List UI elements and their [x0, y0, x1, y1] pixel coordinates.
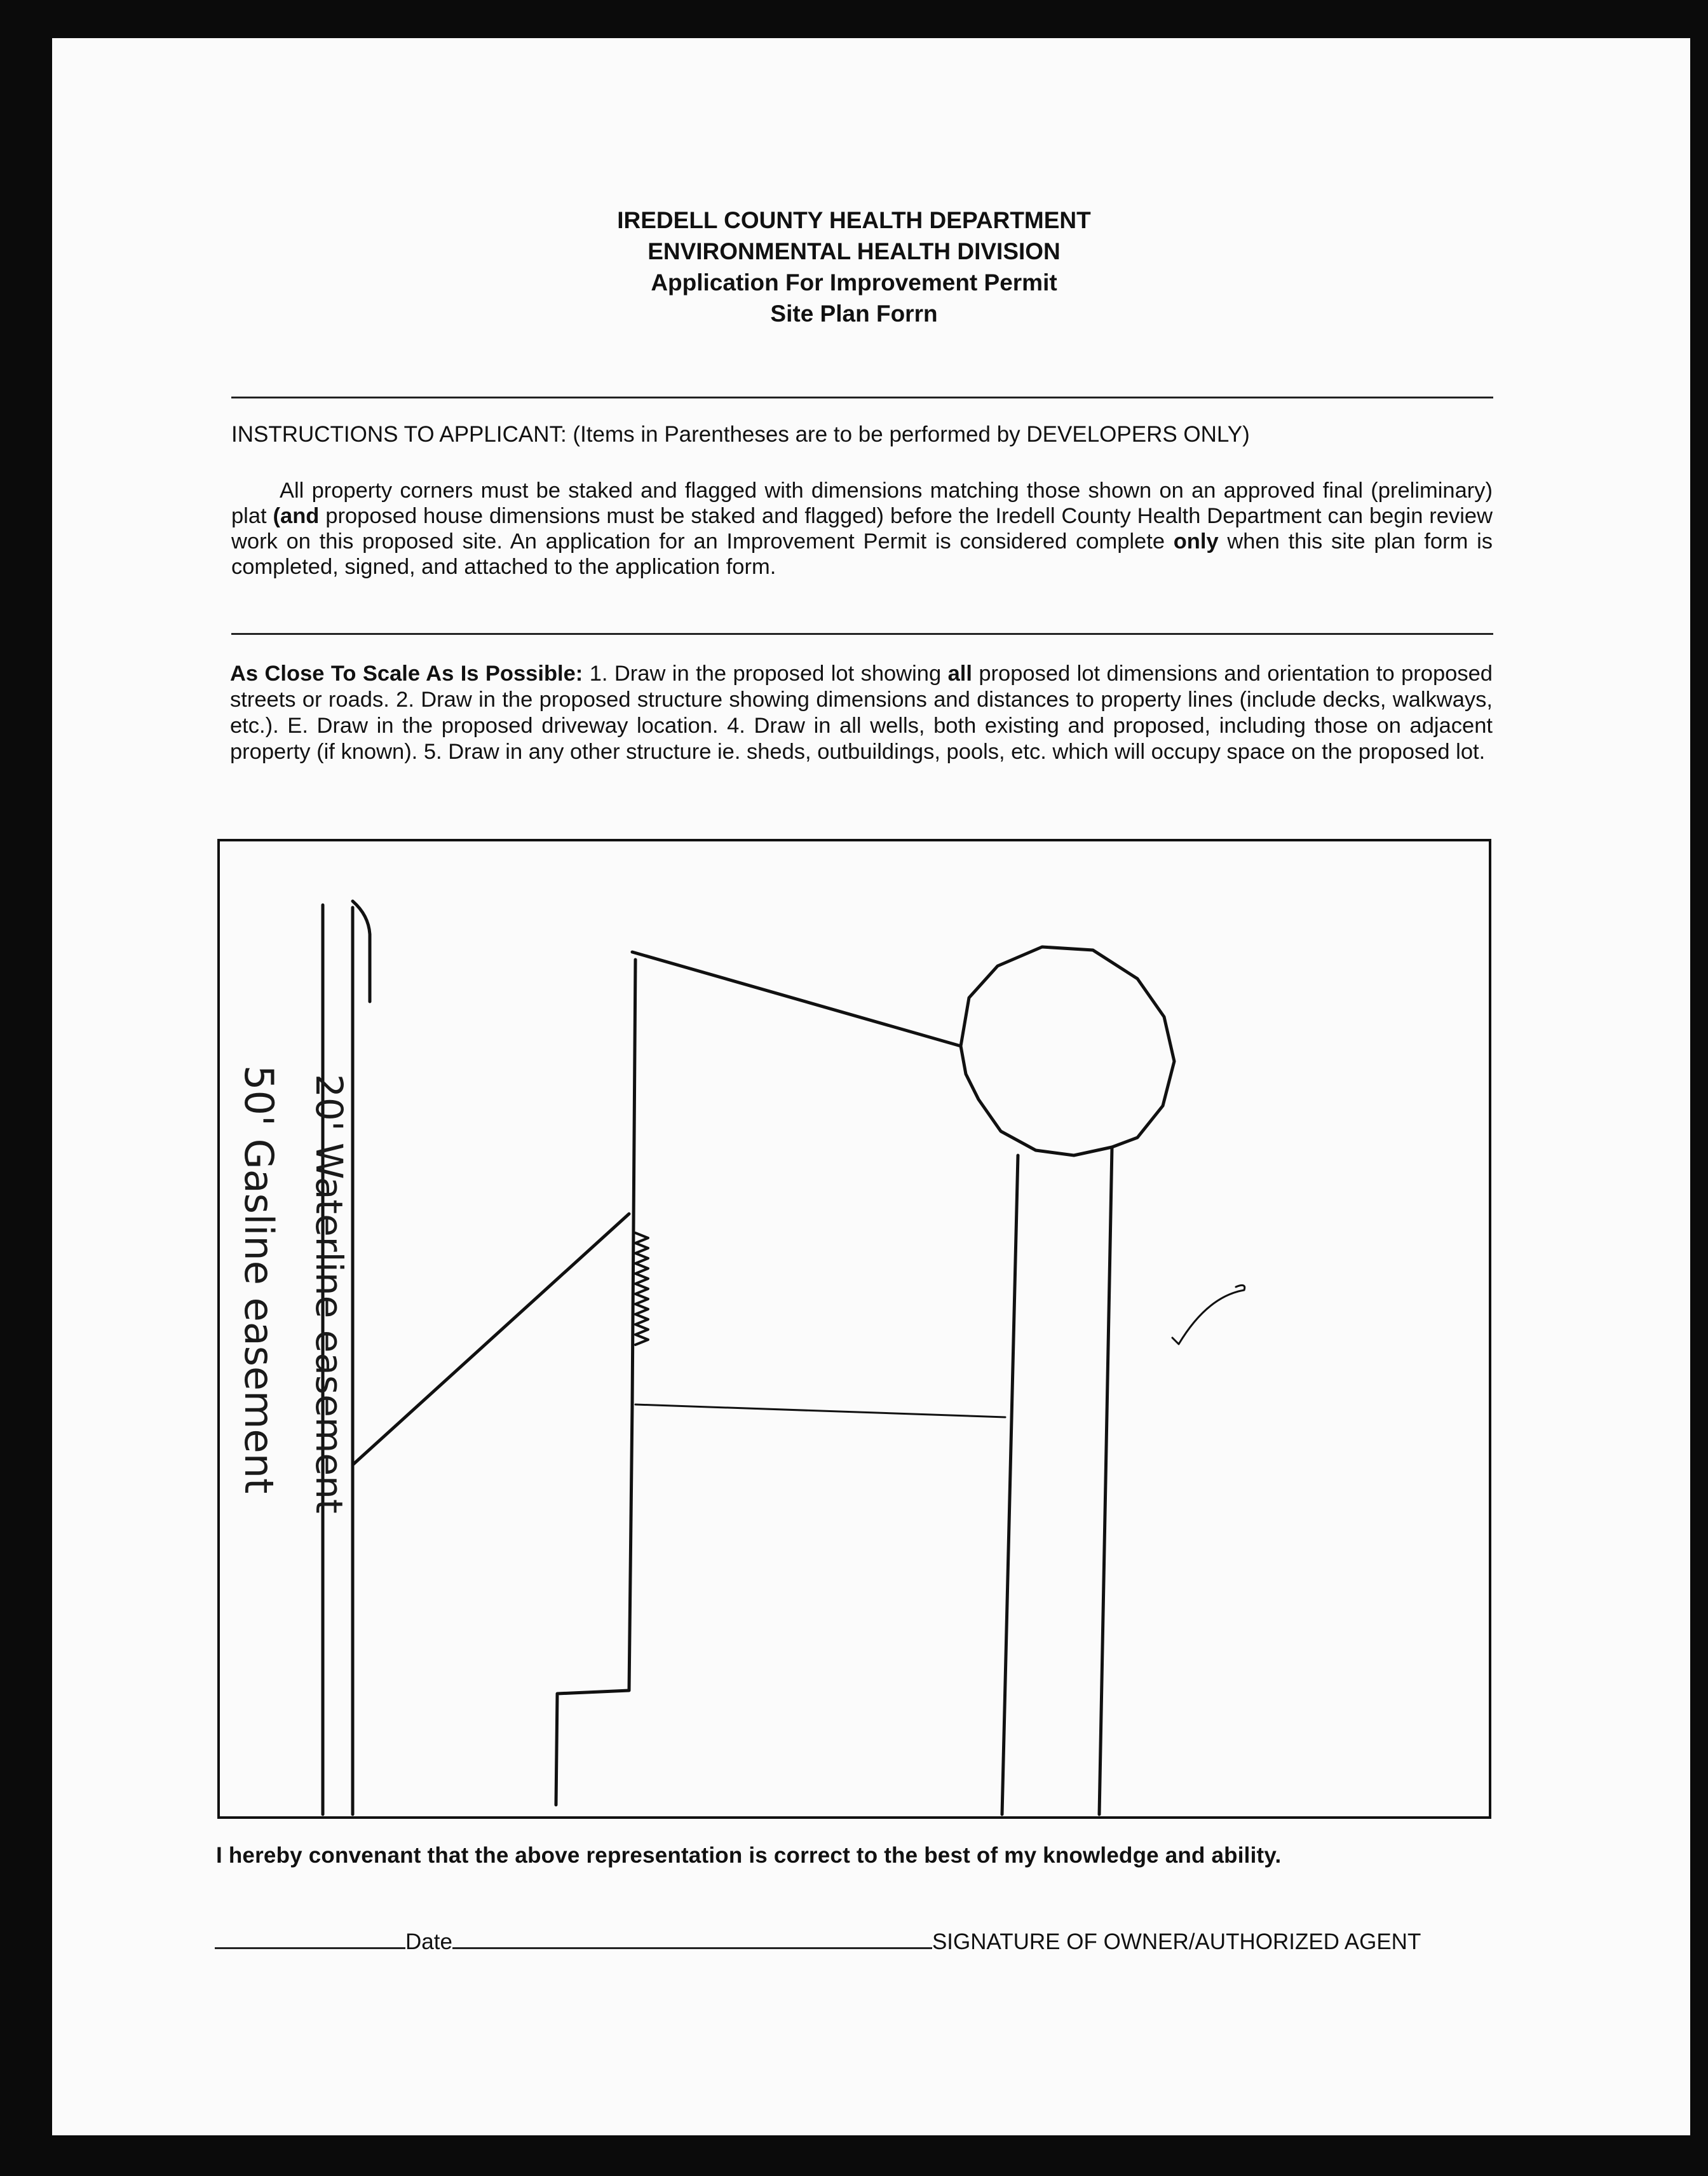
- site-plan-frame: [219, 840, 1490, 1818]
- instructions-bold-and: (and: [273, 504, 320, 528]
- north-arrow-sketch: [1172, 1285, 1245, 1344]
- instructions-title: INSTRUCTIONS TO APPLICANT: (Items in Parentheses are to be performed by DEVELOPERS ONLY): [231, 422, 1250, 447]
- road-edge-right: [1099, 1147, 1112, 1814]
- waterline-easement-label: 20' Waterline easement: [308, 1074, 351, 1514]
- heading-application: Application For Improvement Permit: [651, 269, 1057, 296]
- signature-blank[interactable]: [452, 1926, 932, 1949]
- scale-text-a: 1. Draw in the proposed lot showing: [583, 662, 948, 686]
- gasline-easement-label: 50' Gasline easement: [236, 1065, 282, 1494]
- road-edge-left: [1002, 1155, 1018, 1814]
- heading-department: IREDELL COUNTY HEALTH DEPARTMENT: [617, 207, 1091, 233]
- signature-label: SIGNATURE OF OWNER/AUTHORIZED AGENT: [932, 1929, 1421, 1954]
- scale-text-c: proposed lot dimensions and orientation to proposed streets or roads. 2. Draw in the proposed structure showing dimensions and distances to property lines (include decks, walkways, etc.). E. Draw in the proposed driveway location. 4. Draw in all wells, both existing and proposed, including those on adjacent property (if known). 5. Draw in any other structure ie. sheds, outbuildings, pools, etc. which will occupy space on the proposed lot.: [230, 662, 1493, 764]
- cul-de-sac-circle: [961, 947, 1174, 1155]
- date-blank-left[interactable]: [215, 1926, 405, 1949]
- heading-form-name: Site Plan Forrn: [770, 301, 938, 327]
- house-wavy-edge: [635, 1233, 648, 1345]
- instructions-text-c: proposed house dimensions must be staked and flagged) before the Iredell County Health Department can begin review work on this proposed site. An application for an Improvement Permit is considered complete: [231, 504, 1493, 554]
- date-label: Date: [405, 1929, 452, 1954]
- lot-boundary: [556, 952, 961, 1805]
- lot-diagonal-line: [353, 1214, 629, 1465]
- lot-dividing-line: [635, 1404, 1005, 1417]
- instructions-text-e: when this site plan form is completed, signed, and attached to the application form.: [231, 529, 1493, 579]
- signature-line: [215, 1926, 1486, 1957]
- scale-lead: As Close To Scale As Is Possible:: [230, 662, 583, 686]
- easement-hook: [353, 901, 370, 1002]
- instructions-text-a: All property corners must be staked and flagged with dimensions matching those shown on an approved final (preliminary) plat: [231, 479, 1493, 528]
- instructions-bold-only: only: [1173, 529, 1219, 554]
- certification-statement: I hereby convenant that the above representation is correct to the best of my knowledge and ability.: [216, 1843, 1282, 1868]
- heading-division: ENVIRONMENTAL HEALTH DIVISION: [647, 238, 1061, 264]
- scale-bold-all: all: [947, 662, 972, 686]
